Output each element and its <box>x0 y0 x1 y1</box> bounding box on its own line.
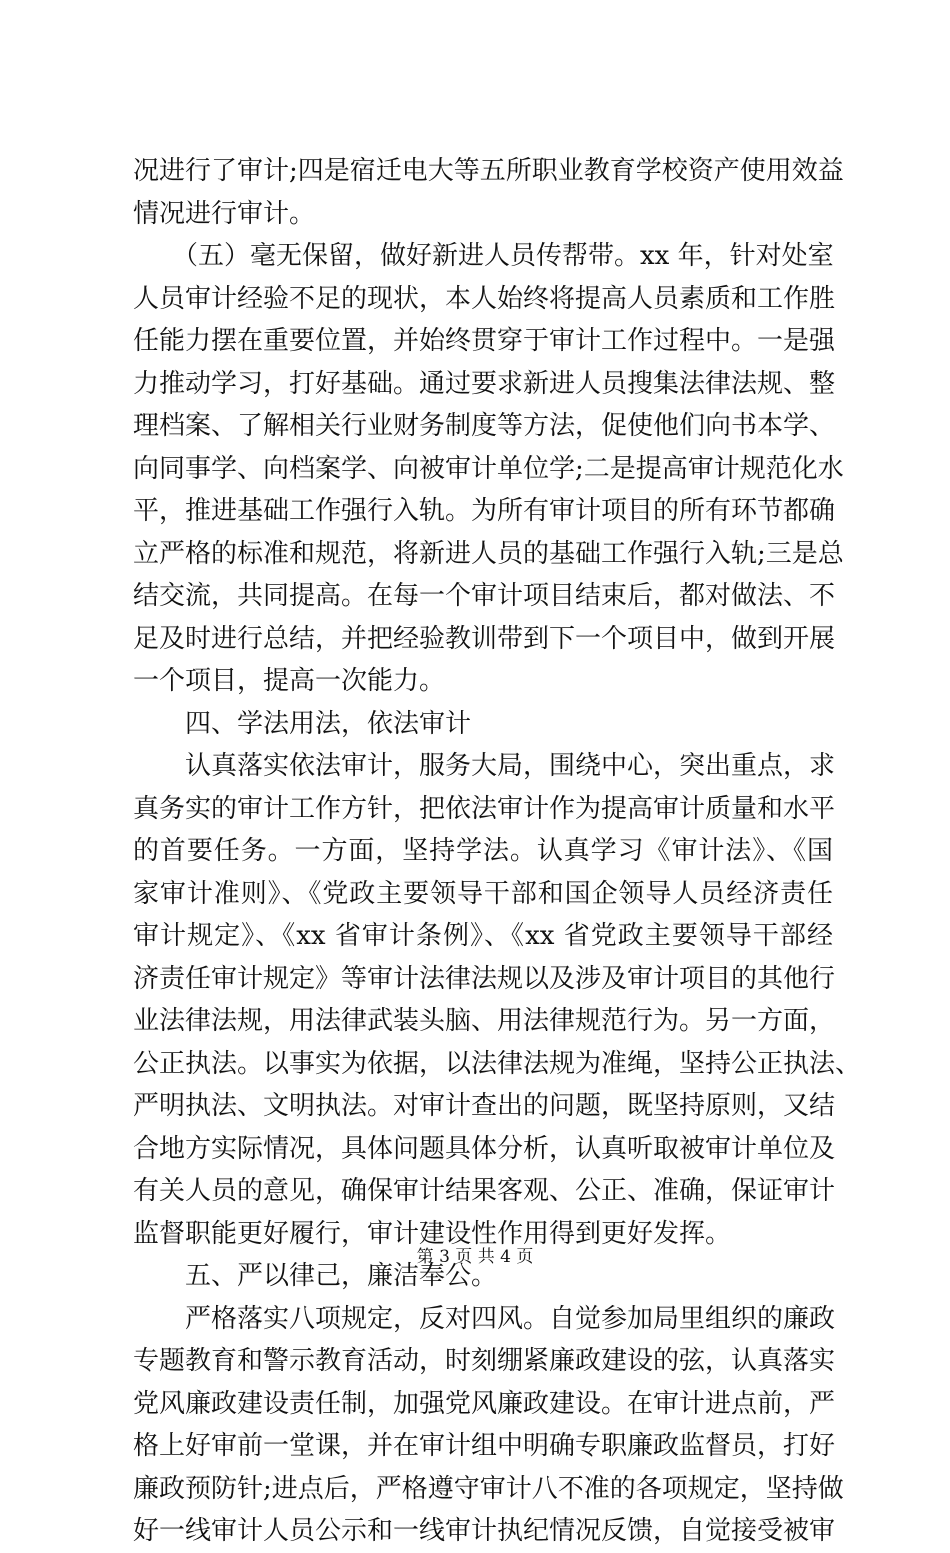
text-line: （五）毫无保留，做好新进人员传帮带。xx 年，针对处室 <box>133 241 834 271</box>
text-line: 专题教育和警示教育活动，时刻绷紧廉政建设的弦，认真落实 <box>133 1346 836 1376</box>
text-line: 监督职能更好履行，审计建设性作用得到更好发挥。 <box>133 1218 732 1249</box>
text-line: 真务实的审计工作方针，把依法审计作为提高审计质量和水平 <box>133 793 836 824</box>
text-line: 严格落实八项规定，反对四风。自觉参加局里组织的廉政 <box>133 1303 836 1334</box>
text-line: 况进行了审计;四是宿迁电大等五所职业教育学校资产使用效益 <box>133 156 844 186</box>
text-line: 立严格的标准和规范，将新进人员的基础工作强行入轨;三是总 <box>133 538 844 569</box>
text-line: 公正执法。以事实为依据，以法律法规为准绳，坚持公正执法、 <box>133 1048 862 1079</box>
text-line: 情况进行审计。 <box>133 198 316 229</box>
text-line: 济责任审计规定》等审计法律法规以及涉及审计项目的其他行 <box>133 963 836 994</box>
text-line: 向同事学、向档案学、向被审计单位学;二是提高审计规范化水 <box>133 453 844 484</box>
text-line: 平，推进基础工作强行入轨。为所有审计项目的所有环节都确 <box>133 496 836 526</box>
text-line: 格上好审前一堂课，并在审计组中明确专职廉政监督员，打好 <box>133 1431 836 1461</box>
text-line: 家审计准则》、《党政主要领导干部和国企领导人员经济责任 <box>133 878 833 909</box>
text-line: 审计规定》、《xx 省审计条例》、《xx 省党政主要领导干部经 <box>133 921 833 951</box>
text-line: 一个项目，提高一次能力。 <box>133 666 446 696</box>
text-line: 严明执法、文明执法。对审计查出的问题，既坚持原则，又结 <box>133 1091 836 1121</box>
text-line: 的首要任务。一方面，坚持学法。认真学习《审计法》、《国 <box>133 836 833 866</box>
text-line: 力推动学习，打好基础。通过要求新进人员搜集法律法规、整 <box>133 368 836 399</box>
text-line: 任能力摆在重要位置，并始终贯穿于审计工作过程中。一是强 <box>133 326 836 356</box>
text-line: 廉政预防针;进点后，严格遵守审计八不准的各项规定，坚持做 <box>133 1473 844 1504</box>
text-line: 理档案、了解相关行业财务制度等方法，促使他们向书本学、 <box>133 411 836 441</box>
text-line: 合地方实际情况，具体问题具体分析，认真听取被审计单位及 <box>133 1133 836 1164</box>
text-line: 人员审计经验不足的现状，本人始终将提高人员素质和工作胜 <box>133 283 836 314</box>
section-heading: 五、严以律己，廉洁奉公。 <box>133 1261 498 1291</box>
text-line: 足及时进行总结，并把经验教训带到下一个项目中，做到开展 <box>133 623 836 654</box>
body-text <box>133 150 862 1553</box>
text-line: 好一线审计人员公示和一线审计执纪情况反馈，自觉接受被审 <box>133 1516 836 1546</box>
text-line: 业法律法规，用法律武装头脑、用法律规范行为。另一方面， <box>133 1006 836 1036</box>
text-line: 结交流，共同提高。在每一个审计项目结束后，都对做法、不 <box>133 581 836 611</box>
text-line: 党风廉政建设责任制，加强党风廉政建设。在审计进点前，严 <box>133 1388 836 1419</box>
text-line: 有关人员的意见，确保审计结果客观、公正、准确，保证审计 <box>133 1176 836 1206</box>
page-footer: 第 3 页 共 4 页 <box>416 1247 534 1267</box>
text-line: 认真落实依法审计，服务大局，围绕中心，突出重点，求 <box>133 751 836 781</box>
section-heading: 四、学法用法，依法审计 <box>133 708 472 739</box>
